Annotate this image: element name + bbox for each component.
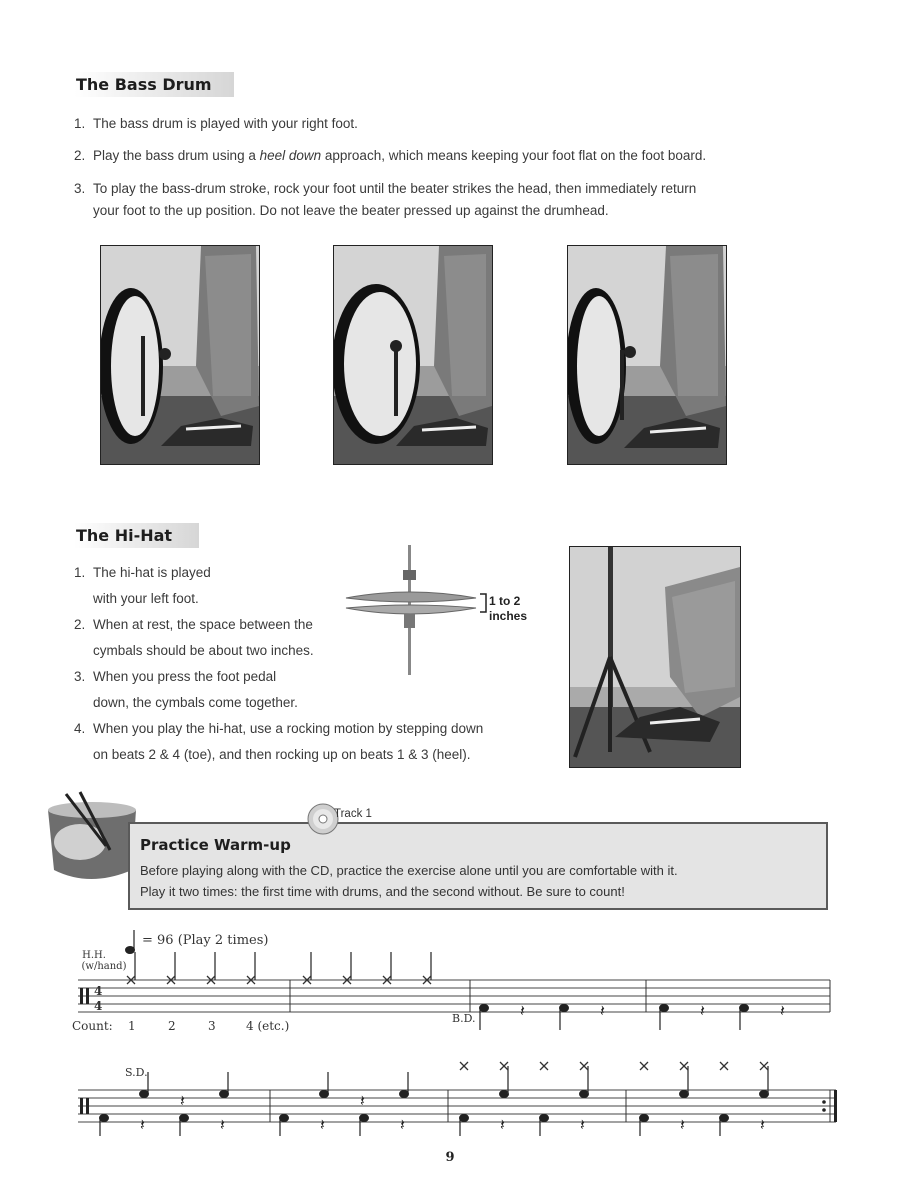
- step-text-line: your foot to the up position. Do not leave the beater pressed up against the drumhead.: [93, 203, 609, 218]
- time-signature-bottom: 4: [94, 999, 103, 1013]
- svg-text:𝄽: 𝄽: [140, 1115, 145, 1134]
- notation-line-1: [70, 922, 840, 1037]
- svg-text:𝄽: 𝄽: [580, 1115, 585, 1134]
- step-text-line: down, the cymbals come together.: [93, 695, 298, 710]
- count-beat: 4 (etc.): [246, 1019, 290, 1033]
- spacing-label-line: 1 to 2: [489, 594, 521, 608]
- step-text: The bass drum is played with your right foot.: [93, 116, 358, 131]
- svg-text:𝄽: 𝄽: [520, 1001, 525, 1020]
- count-label: Count:: [72, 1019, 113, 1033]
- bottom-cymbal: [346, 605, 476, 614]
- practice-warmup-line: Before playing along with the CD, practice the exercise alone until you are comfortable with it.: [140, 863, 678, 878]
- svg-text:𝄽: 𝄽: [780, 1001, 785, 1020]
- practice-warmup-line: Play it two times: the first time with drums, and the second without. Be sure to count!: [140, 884, 625, 899]
- svg-text:𝄽: 𝄽: [680, 1115, 685, 1134]
- svg-text:𝄽: 𝄽: [700, 1001, 705, 1020]
- svg-text:𝄽: 𝄽: [320, 1115, 325, 1134]
- step-text-line: When at rest, the space between the: [93, 617, 313, 632]
- percussion-clef: [80, 988, 83, 1004]
- step-text-line: with your left foot.: [93, 591, 199, 606]
- svg-text:𝄽: 𝄽: [400, 1115, 405, 1134]
- spacing-label: [489, 594, 527, 624]
- count-beat: 2: [168, 1019, 176, 1033]
- count-beat: 3: [208, 1019, 216, 1033]
- hihat-x-notes: [460, 1062, 768, 1094]
- step-number: 4.: [74, 721, 86, 736]
- page-number: 9: [445, 1150, 455, 1165]
- clutch: [403, 570, 416, 580]
- svg-text:𝄽: 𝄽: [220, 1115, 225, 1134]
- bass-drum-step: [74, 116, 814, 148]
- hihat-x-notes: [127, 952, 431, 984]
- cymbal-cup-felt: [404, 614, 415, 628]
- step-number: 2.: [74, 148, 86, 163]
- spacing-bracket: [480, 594, 486, 612]
- practice-warmup-box: [128, 822, 828, 910]
- bass-drum-step: [74, 148, 814, 172]
- step-text-emphasis: heel down: [259, 148, 322, 163]
- sd-label: S.D.: [125, 1066, 148, 1079]
- svg-text:𝄽: 𝄽: [500, 1115, 505, 1134]
- step-number: 1.: [74, 565, 86, 580]
- step-text-line: on beats 2 & 4 (toe), and then rocking up on beats 1 & 3 (heel).: [93, 747, 471, 762]
- step-text-line: To play the bass-drum stroke, rock your foot until the beater strikes the head, then immediately return: [93, 181, 697, 196]
- svg-text:𝄽: 𝄽: [360, 1091, 365, 1110]
- bass-drum-photo-3: [567, 245, 727, 465]
- step-number: 3.: [74, 669, 86, 684]
- svg-text:𝄽: 𝄽: [600, 1001, 605, 1020]
- step-text-pre: Play the bass drum using a: [93, 148, 260, 163]
- practice-warmup-title: Practice Warm-up: [140, 836, 291, 854]
- step-text-line: cymbals should be about two inches.: [93, 643, 314, 658]
- bass-drum-photo-2: [333, 245, 493, 465]
- bass-drum-step: [74, 178, 814, 222]
- step-text-line: When you play the hi-hat, use a rocking motion by stepping down: [93, 721, 484, 736]
- staff-lines: [78, 980, 830, 1012]
- hi-hat-photo: [569, 546, 741, 768]
- notation-line-2: [70, 1058, 840, 1138]
- bass-drum-heading: The Bass Drum: [74, 72, 234, 97]
- tempo-marking: = 96 (Play 2 times): [142, 933, 269, 948]
- svg-text:𝄽: 𝄽: [180, 1091, 185, 1110]
- snare-and-bass-notes: [99, 1072, 769, 1136]
- hh-label: H.H.: [82, 950, 106, 961]
- practice-warmup-text: [140, 860, 678, 902]
- step-text-line: The hi-hat is played: [93, 565, 211, 580]
- percussion-clef: [80, 1098, 83, 1114]
- spacing-label-line: inches: [489, 609, 528, 623]
- svg-text:𝄽: 𝄽: [760, 1115, 765, 1134]
- rests: [140, 1091, 765, 1134]
- drumsticks-icon: [40, 790, 140, 890]
- step-text-line: When you press the foot pedal: [93, 669, 277, 684]
- hi-hat-step: [74, 716, 544, 768]
- step-number: 1.: [74, 116, 86, 131]
- step-number: 3.: [74, 181, 86, 196]
- top-cymbal: [346, 592, 476, 602]
- bass-drum-photo-1: [100, 245, 260, 465]
- bd-label: B.D.: [452, 1012, 476, 1025]
- track-label: Track 1: [334, 808, 372, 820]
- time-signature-top: 4: [94, 984, 103, 998]
- count-beat: 1: [128, 1019, 136, 1033]
- repeat-barline: [834, 1090, 837, 1122]
- hi-hat-heading: The Hi-Hat: [74, 523, 199, 548]
- step-number: 2.: [74, 617, 86, 632]
- hh-label-sub: (w/hand): [81, 961, 127, 972]
- bass-drum-steps: [74, 116, 814, 222]
- step-text-post: approach, which means keeping your foot flat on the foot board.: [321, 148, 707, 163]
